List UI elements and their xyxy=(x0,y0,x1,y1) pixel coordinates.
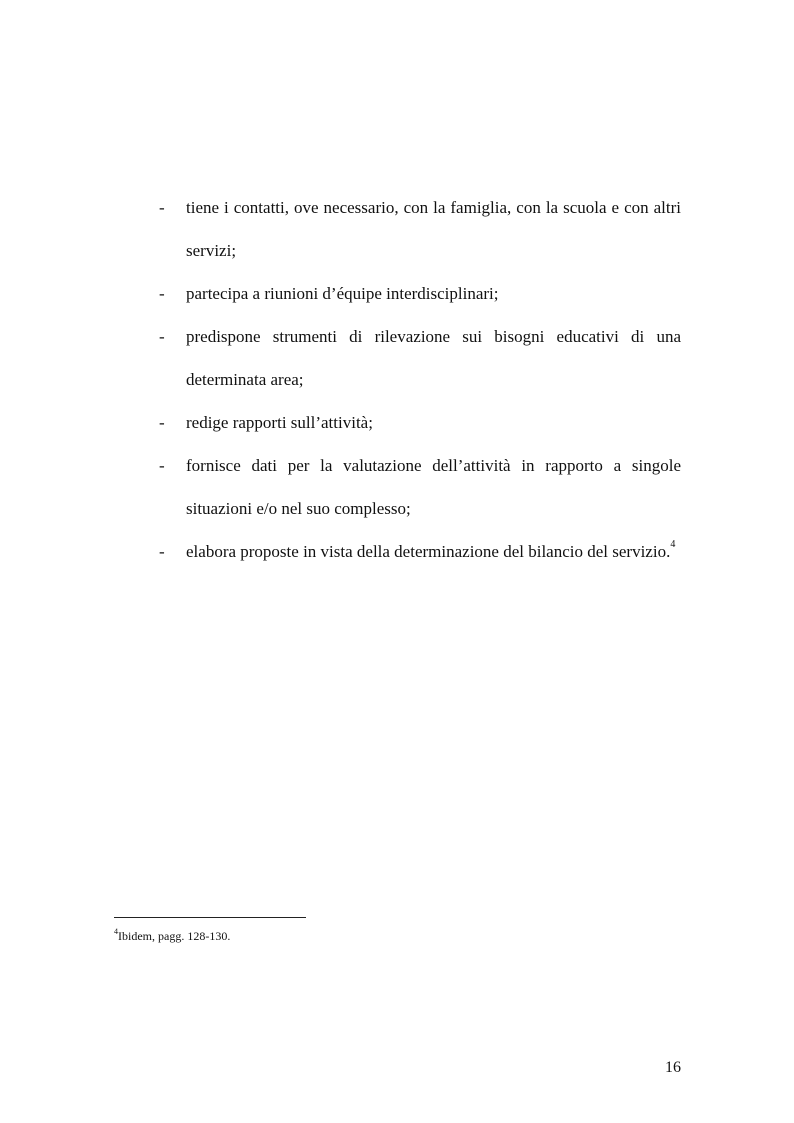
list-item-text xyxy=(186,530,681,573)
list-item-text: partecipa a riunioni d’équipe interdisciplinari; xyxy=(186,284,499,303)
duties-list xyxy=(158,186,681,573)
list-item-text: tiene i contatti, ove necessario, con la famiglia, con la scuola e con altri servizi; xyxy=(186,198,681,260)
list-dash: - xyxy=(159,542,165,561)
page-number: 16 xyxy=(665,1059,681,1076)
footnote-reference: 4 xyxy=(670,539,676,551)
footnote xyxy=(114,928,230,944)
list-item xyxy=(158,315,681,401)
list-dash: - xyxy=(159,413,165,432)
list-dash: - xyxy=(159,327,165,346)
list-item-text: fornisce dati per la valutazione dell’attività in rapporto a singole situazioni e/o nel suo complesso; xyxy=(186,456,681,518)
list-item-text: redige rapporti sull’attività; xyxy=(186,413,373,432)
list-item xyxy=(158,401,681,444)
footnote-separator xyxy=(114,917,306,918)
list-item-text-content: elabora proposte in vista della determinazione del bilancio del servizio. xyxy=(186,542,671,561)
list-item xyxy=(158,530,681,573)
list-dash: - xyxy=(159,284,165,303)
list-item-text: predispone strumenti di rilevazione sui bisogni educativi di una determinata area; xyxy=(186,327,681,389)
footnote-text: Ibidem, pagg. 128-130. xyxy=(118,929,231,943)
list-dash: - xyxy=(159,198,165,217)
list-dash: - xyxy=(159,456,165,475)
list-item xyxy=(158,186,681,272)
list-item xyxy=(158,444,681,530)
footnote-number: 4 xyxy=(114,927,118,936)
list-item xyxy=(158,272,681,315)
